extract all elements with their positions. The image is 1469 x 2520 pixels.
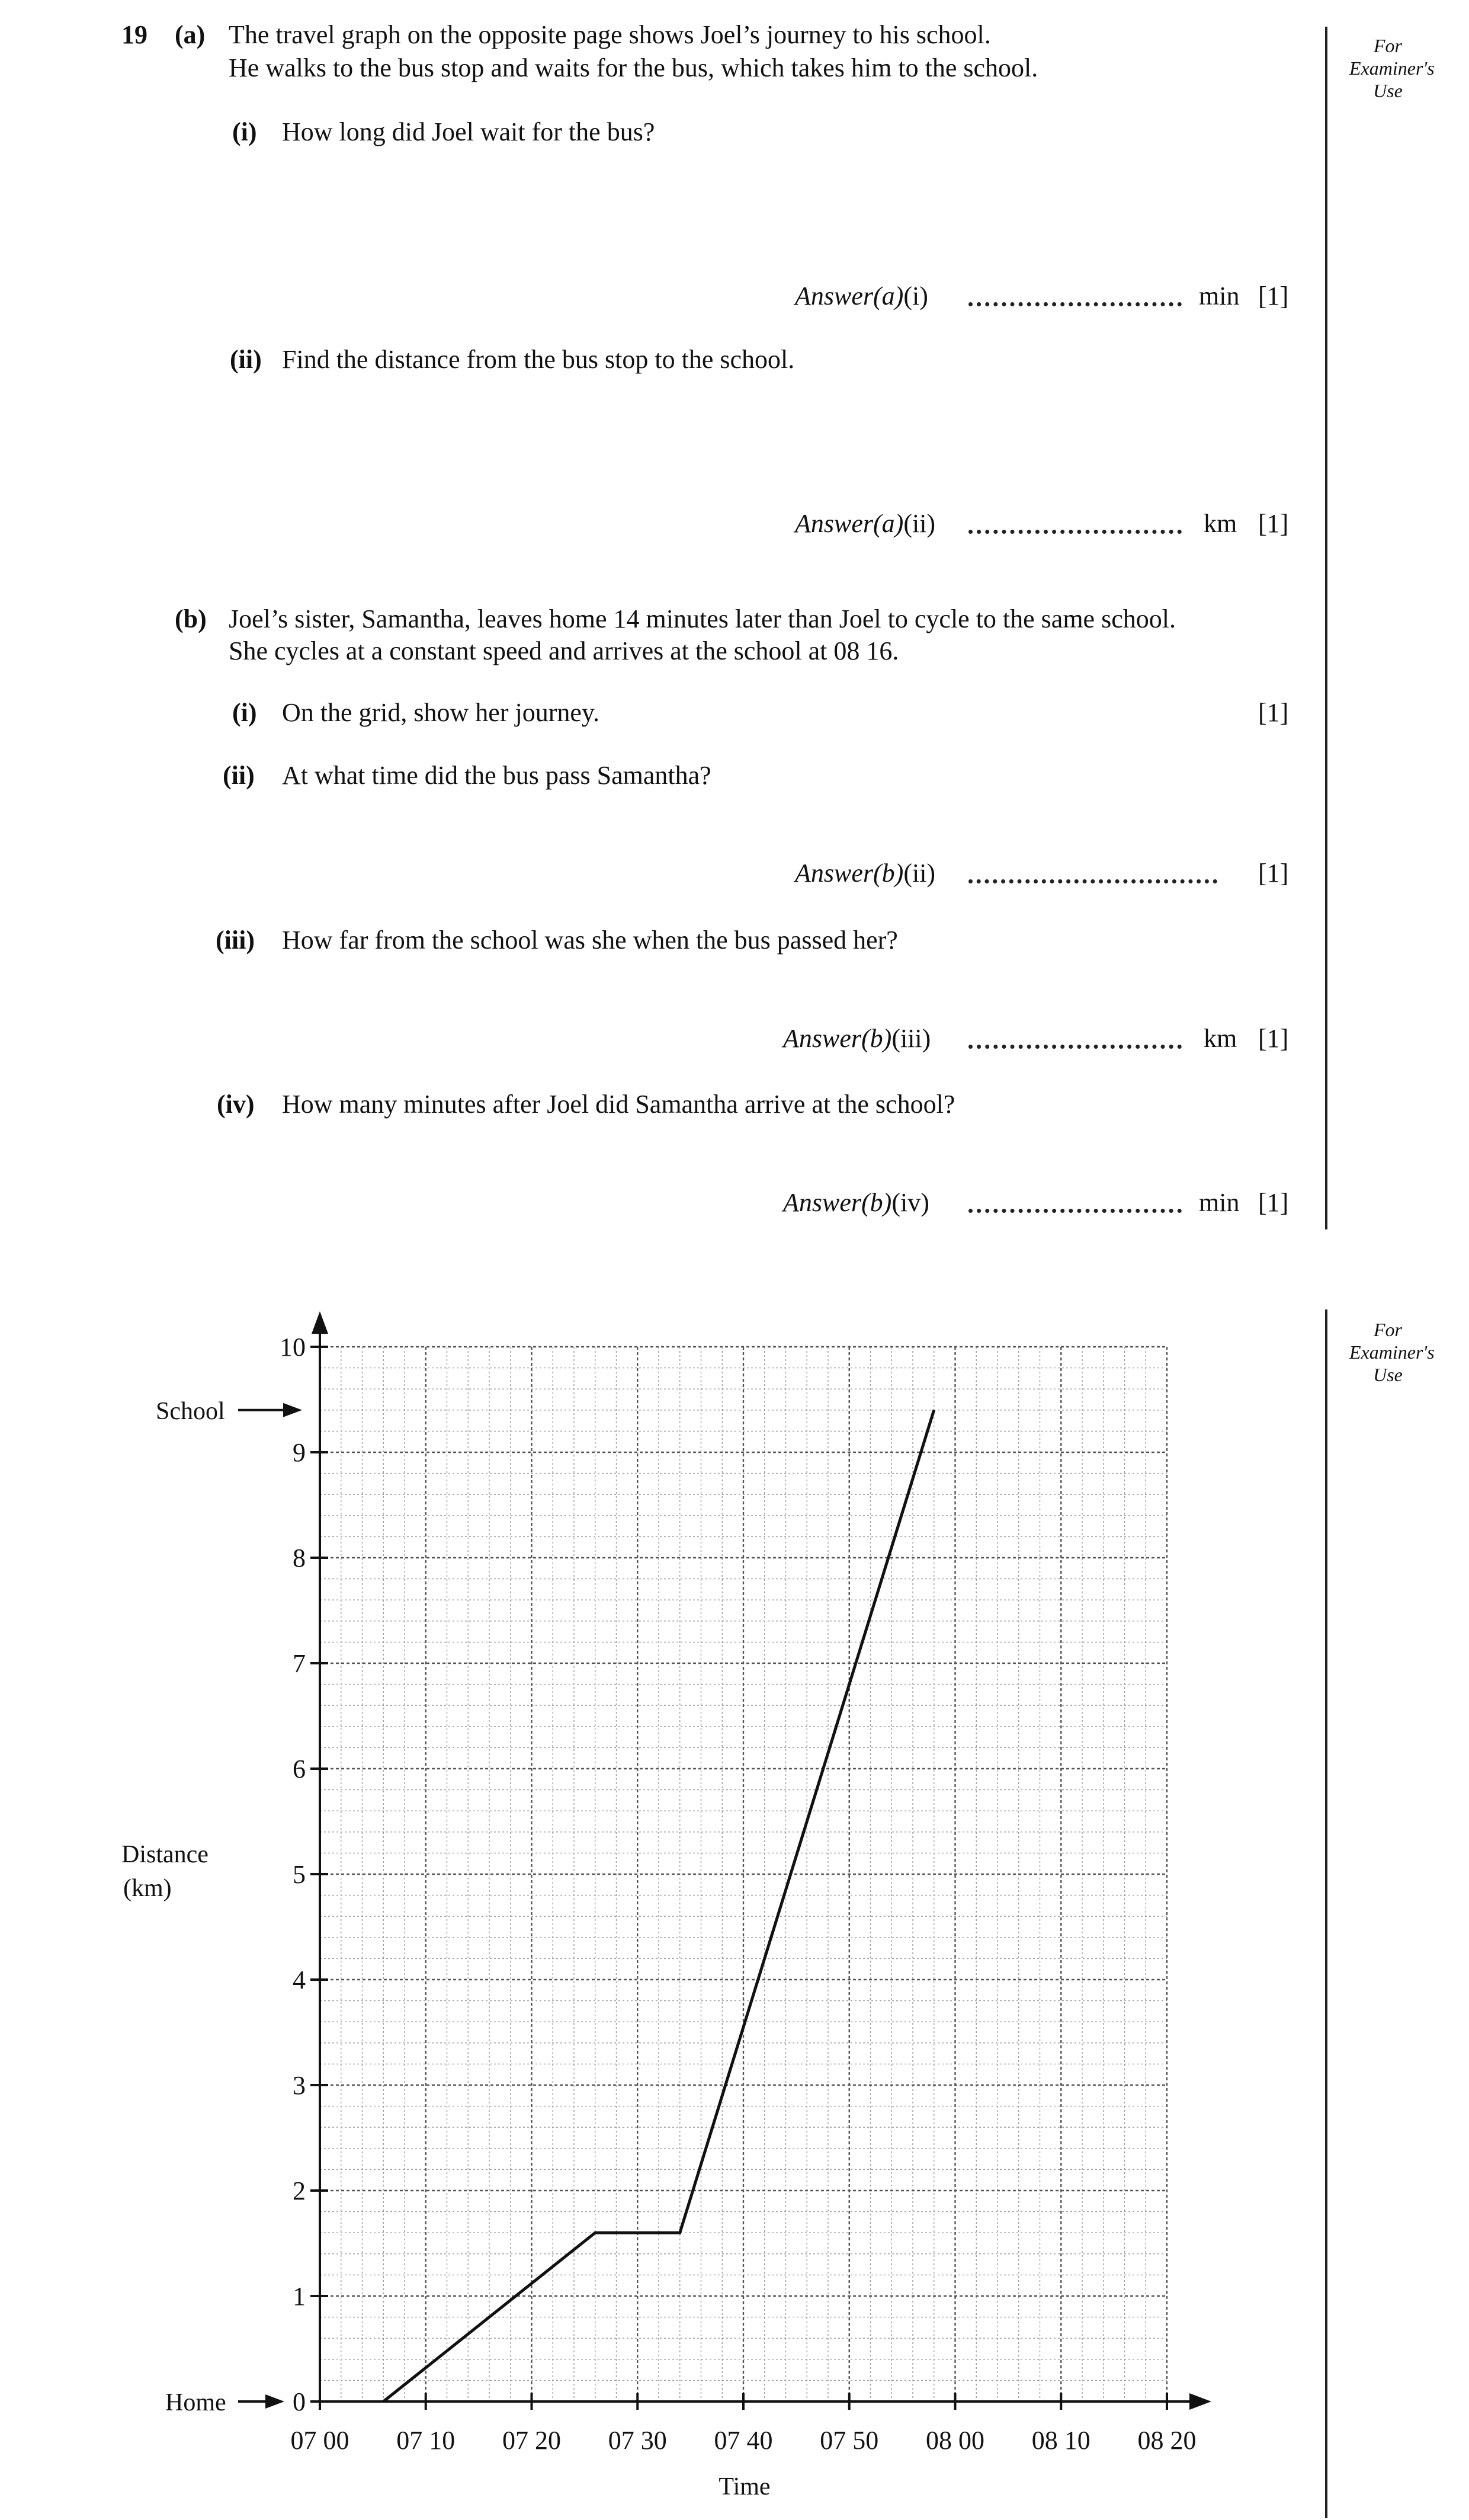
question-number: 19 xyxy=(121,20,147,49)
y-tick-label: 5 xyxy=(293,1860,306,1889)
y-tick-label: 2 xyxy=(293,2176,306,2205)
answer-b-ii-label: Answer(b)(ii) xyxy=(795,859,936,888)
y-tick-label: 3 xyxy=(293,2071,306,2100)
answer-b-iv-unit: min xyxy=(1199,1188,1240,1217)
answer-b-ii-mark: [1] xyxy=(1258,859,1289,888)
examiner-margin-rule-bottom xyxy=(1325,1309,1327,2518)
answer-a-i-mark: [1] xyxy=(1258,281,1289,310)
part-b-line-2: She cycles at a constant speed and arrives at the school at 08 16. xyxy=(229,636,899,665)
answer-a-i-unit: min xyxy=(1199,281,1240,310)
answer-a-i-line[interactable] xyxy=(968,302,1182,306)
y-tick-label: 6 xyxy=(293,1754,306,1783)
x-axis-label: Time xyxy=(719,2473,771,2500)
x-tick-label: 08 20 xyxy=(1137,2426,1197,2455)
y-tick-label: 9 xyxy=(293,1438,306,1467)
part-b-iv-text: How many minutes after Joel did Samantha arrive at the school? xyxy=(282,1090,955,1119)
x-tick-label: 07 10 xyxy=(396,2426,456,2455)
x-tick-label: 07 20 xyxy=(502,2426,561,2455)
ticks xyxy=(310,1347,1167,2410)
y-tick-label: 4 xyxy=(293,1965,306,1994)
y-tick-label: 10 xyxy=(280,1333,306,1362)
part-a-ii-text: Find the distance from the bus stop to the school. xyxy=(282,345,795,374)
answer-b-iii-line[interactable] xyxy=(968,1045,1182,1049)
answer-b-iv-line[interactable] xyxy=(968,1209,1182,1213)
answer-b-iv-label: Answer(b)(iv) xyxy=(783,1188,929,1217)
y-tick-label: 7 xyxy=(293,1649,306,1678)
part-b-i-mark: [1] xyxy=(1258,698,1289,727)
x-tick-label: 08 10 xyxy=(1031,2426,1090,2455)
x-tick-label: 08 00 xyxy=(926,2426,984,2455)
part-b-iv-label: (iv) xyxy=(217,1090,255,1119)
answer-b-iv-mark: [1] xyxy=(1258,1188,1289,1217)
y-tick-label: 1 xyxy=(293,2282,306,2311)
x-tick-label: 07 40 xyxy=(714,2426,773,2455)
y-axis-label-line-2: (km) xyxy=(123,1875,172,1902)
answer-a-i-label: Answer(a)(i) xyxy=(795,281,928,310)
examiner-margin-label-top: For Examiner's Use xyxy=(1349,35,1435,101)
part-b-ii-text: At what time did the bus pass Samantha? xyxy=(282,761,711,790)
y-tick-label: 0 xyxy=(293,2387,306,2416)
part-b-iii-label: (iii) xyxy=(216,926,255,955)
part-a-line-2: He walks to the bus stop and waits for the bus, which takes him to the school. xyxy=(229,53,1038,82)
x-tick-label: 07 50 xyxy=(820,2426,879,2455)
answer-a-ii-label: Answer(a)(ii) xyxy=(795,509,936,538)
school-arrowhead xyxy=(283,1403,302,1417)
home-label: Home xyxy=(165,2389,226,2416)
part-b-label: (b) xyxy=(175,604,207,633)
part-b-i-text: On the grid, show her journey. xyxy=(282,698,600,727)
part-b-line-1: Joel’s sister, Samantha, leaves home 14 minutes later than Joel to cycle to the same school. xyxy=(229,604,1176,633)
part-b-iii-text: How far from the school was she when the bus passed her? xyxy=(282,926,898,955)
part-a-i-text: How long did Joel wait for the bus? xyxy=(282,117,655,146)
part-b-i-label: (i) xyxy=(232,698,257,727)
travel-graph xyxy=(0,1274,1321,2518)
answer-a-ii-unit: km xyxy=(1204,509,1237,538)
examiner-margin-rule-top xyxy=(1325,27,1327,1229)
x-axis-arrowhead xyxy=(1189,2393,1211,2410)
answer-a-ii-line[interactable] xyxy=(968,530,1182,534)
y-axis-arrowhead xyxy=(312,1311,328,1334)
part-a-i-label: (i) xyxy=(232,117,257,146)
y-tick-label: 8 xyxy=(293,1544,306,1573)
answer-a-ii-mark: [1] xyxy=(1258,509,1289,538)
part-a-label: (a) xyxy=(175,20,206,49)
x-tick-label: 07 00 xyxy=(290,2426,349,2455)
y-axis-label-line-1: Distance xyxy=(121,1841,209,1868)
part-a-line-1: The travel graph on the opposite page shows Joel’s journey to his school. xyxy=(229,20,991,49)
answer-b-iii-mark: [1] xyxy=(1258,1024,1289,1053)
answer-b-iii-label: Answer(b)(iii) xyxy=(783,1024,931,1053)
part-b-ii-label: (ii) xyxy=(223,761,255,790)
part-a-ii-label: (ii) xyxy=(230,345,262,374)
examiner-margin-label-bottom: For Examiner's Use xyxy=(1349,1319,1435,1385)
answer-b-ii-line[interactable] xyxy=(968,879,1217,883)
answer-b-iii-unit: km xyxy=(1204,1024,1237,1053)
school-marker xyxy=(156,1398,302,1425)
home-marker xyxy=(165,2389,284,2416)
x-tick-label: 07 30 xyxy=(608,2426,667,2455)
tick-labels xyxy=(280,1333,1197,2455)
school-label: School xyxy=(156,1397,225,1425)
home-arrowhead xyxy=(265,2394,284,2409)
